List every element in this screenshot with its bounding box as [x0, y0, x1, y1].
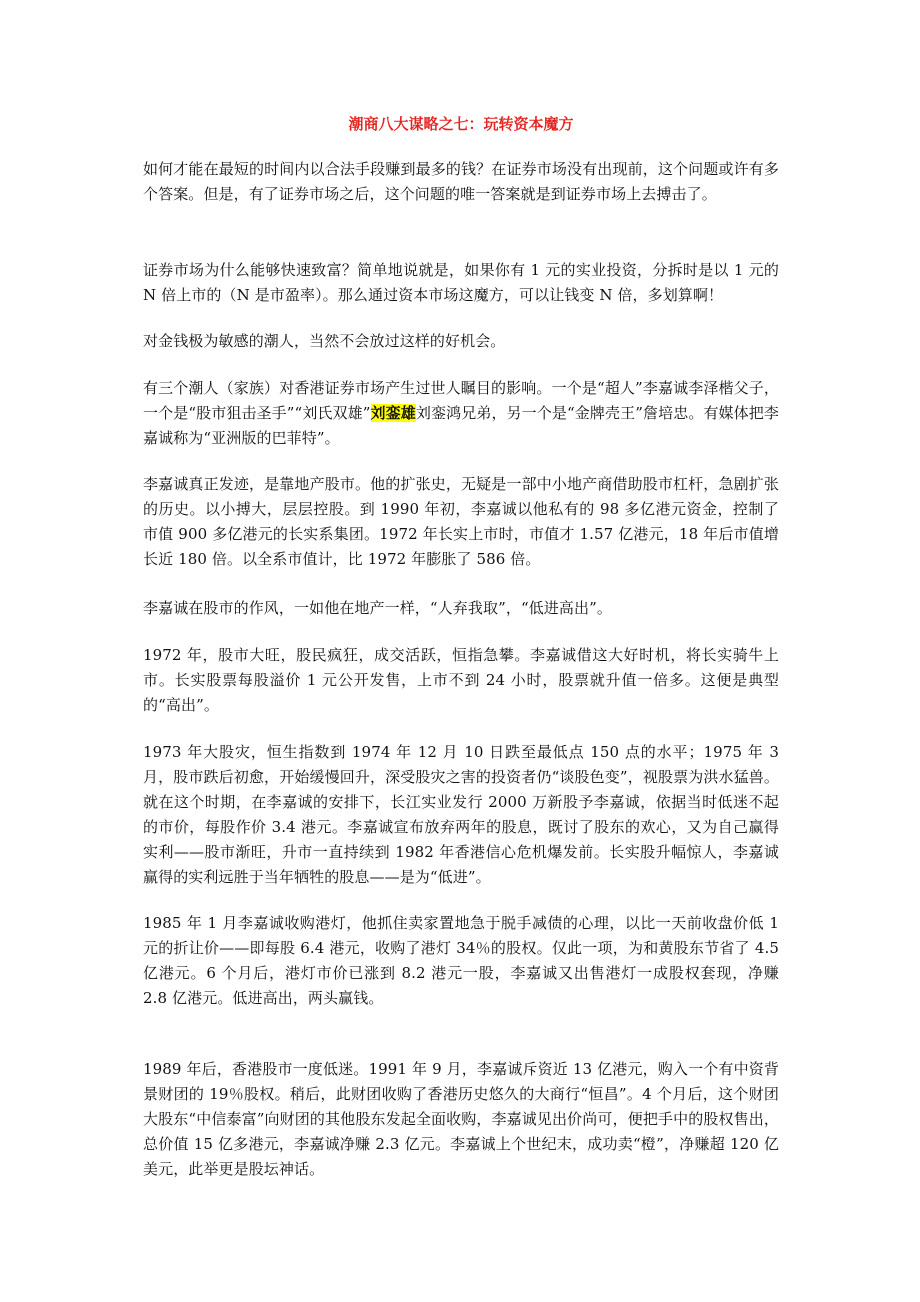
paragraph-8: 1973 年大股灾，恒生指数到 1974 年 12 月 10 日跌至最低点 150 点的水平；1975 年 3 月，股市跌后初愈，开始缓慢回升，深受股灾之害的投资者仍“谈股色变”，视股票为洪水猛兽。就在这个时期，在李嘉诚的安排下，长江实业发行 2000 万新股予李嘉诚，依据当时低迷不起的市价，每股作价 3.4 港元。李嘉诚宣布放弃两年的股息，既讨了股东的欢心，又为自己赢得实利——股市渐旺，升市一直持续到 1982 年香港信心危机爆发前。长实股升幅惊人，李嘉诚赢得的实利远胜于当年牺牲的股息——是为“低进”。 — [143, 743, 779, 886]
paragraph-4-text-after: 刘銮鸿兄弟，另一个是“金牌壳王”詹培忠。有媒体把李嘉诚称为“亚洲版的巴菲特”。 — [143, 404, 779, 447]
paragraph-2: 证券市场为什么能够快速致富？简单地说就是，如果你有 1 元的实业投资，分拆时是以 1 元的 N 倍上市的（N 是市盈率）。那么通过资本市场这魔方，可以让钱变 N 倍，多划算啊！ — [143, 261, 779, 304]
paragraph-7: 1972 年，股市大旺，股民疯狂，成交活跃，恒指急攀。李嘉诚借这大好时机，将长实骑牛上市。长实股票每股溢价 1 元公开发售，上市不到 24 小时，股票就升值一倍多。这便是典型的“高出”。 — [143, 646, 779, 714]
highlighted-name: 刘銮雄 — [370, 404, 416, 422]
paragraph-4 — [143, 376, 779, 451]
paragraph-10: 1989 年后，香港股市一度低迷。1991 年 9 月，李嘉诚斥资近 13 亿港元，购入一个有中资背景财团的 19％股权。稍后，此财团收购了香港历史悠久的大商行“恒昌”。4 个月后，这个财团大股东“中信泰富”向财团的其他股东发起全面收购，李嘉诚见出价尚可，便把手中的股权售出，总价值 15 亿多港元，李嘉诚净赚 2.3 亿元。李嘉诚上个世纪末，成功卖“橙”，净赚超 120 亿美元，此举更是股坛神话。 — [143, 1060, 779, 1178]
document-title: 潮商八大谋略之七：玩转资本魔方 — [348, 115, 574, 133]
paragraph-5: 李嘉诚真正发迹，是靠地产股市。他的扩张史，无疑是一部中小地产商借助股市杠杆，急剧扩张的历史。以小搏大，层层控股。到 1990 年初，李嘉诚以他私有的 98 多亿港元资金，控制了市值 900 多亿港元的长实系集团。1972 年长实上市时，市值才 1.57 亿港元，18 年后市值增长近 180 倍。以全系市值计，比 1972 年膨胀了 586 倍。 — [143, 475, 779, 568]
paragraph-4-text-before: 有三个潮人（家族）对香港证券市场产生过世人瞩目的影响。一个是“超人”李嘉诚李泽楷父子，一个是“股市狙击圣手”“刘氏双雄” — [143, 379, 779, 422]
paragraph-1: 如何才能在最短的时间内以合法手段赚到最多的钱？在证券市场没有出现前，这个问题或许有多个答案。但是，有了证券市场之后，这个问题的唯一答案就是到证券市场上去搏击了。 — [143, 160, 779, 203]
paragraph-6: 李嘉诚在股市的作风，一如他在地产一样，“人弃我取”，“低进高出”。 — [143, 599, 612, 617]
paragraph-3: 对金钱极为敏感的潮人，当然不会放过这样的好机会。 — [143, 332, 506, 350]
paragraph-9: 1985 年 1 月李嘉诚收购港灯，他抓住卖家置地急于脱手减债的心理，以比一天前收盘价低 1 元的折让价——即每股 6.4 港元，收购了港灯 34％的股权。仅此一项，为和黄股东节省了 4.5 亿港元。6 个月后，港灯市价已涨到 8.2 港元一股，李嘉诚又出售港灯一成股权套现，净赚 2.8 亿港元。低进高出，两头赢钱。 — [143, 914, 779, 1007]
